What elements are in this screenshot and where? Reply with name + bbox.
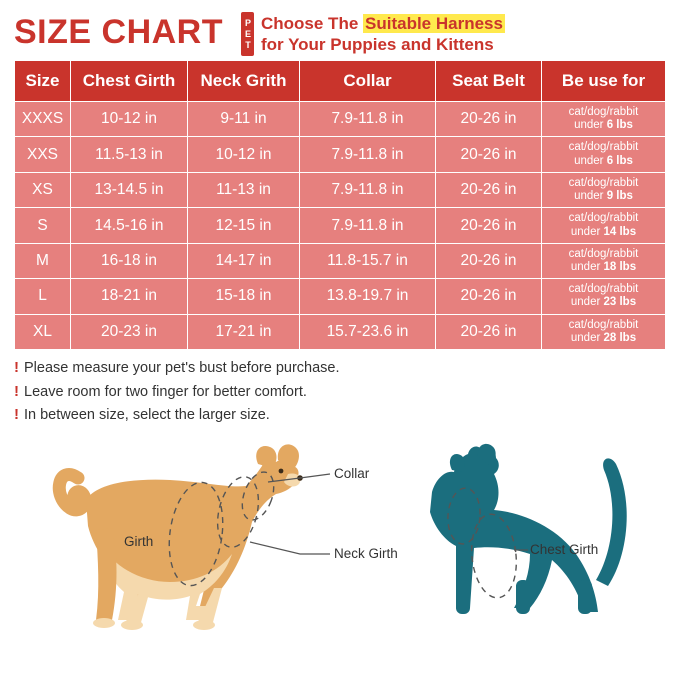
cell-size: XL — [15, 314, 71, 349]
tagline-line-1 — [261, 13, 505, 34]
cell-collar: 15.7-23.6 in — [300, 314, 436, 349]
label-collar: Collar — [334, 466, 370, 482]
use-for-prefix: under — [574, 119, 607, 132]
table-row — [15, 172, 666, 207]
cell-seat-belt: 20-26 in — [436, 279, 542, 314]
cell-seat-belt: 20-26 in — [436, 137, 542, 172]
use-for-line-1: cat/dog/rabbit — [568, 141, 639, 154]
column-header-neck-girth: Neck Grith — [188, 61, 300, 102]
note-item — [14, 380, 665, 403]
column-header-be-use-for: Be use for — [542, 61, 666, 102]
pet-badge: PET — [241, 12, 254, 56]
table-row — [15, 279, 666, 314]
note-text: Leave room for two finger for better comfort. — [24, 383, 307, 400]
use-for-prefix: under — [570, 260, 604, 273]
cell-size: S — [15, 208, 71, 243]
use-for-prefix: under — [574, 154, 607, 167]
header-tagline — [241, 10, 505, 56]
cell-size: XXXS — [15, 102, 71, 137]
cell-chest: 20-23 in — [71, 314, 188, 349]
cell-neck: 15-18 in — [188, 279, 300, 314]
cell-size: M — [15, 243, 71, 278]
use-for-line-1: cat/dog/rabbit — [568, 106, 639, 118]
column-header-chest-girth: Chest Girth — [71, 61, 188, 102]
cell-be-use-for — [542, 279, 666, 314]
cell-chest: 16-18 in — [71, 243, 188, 278]
tagline-highlight: Suitable Harness — [365, 13, 503, 33]
label-cat-chest-girth: Chest Girth — [530, 542, 599, 558]
column-header-size: Size — [15, 61, 71, 102]
cell-seat-belt: 20-26 in — [436, 243, 542, 278]
exclamation-icon: ! — [14, 382, 19, 400]
use-for-line-1: cat/dog/rabbit — [568, 176, 639, 189]
use-for-weight: 18 lbs — [603, 260, 637, 273]
use-for-prefix: under — [570, 296, 604, 309]
use-for-line-1: cat/dog/rabbit — [568, 247, 639, 260]
table-row — [15, 243, 666, 278]
label-neck-girth: Neck Girth — [334, 546, 398, 562]
use-for-prefix: under — [574, 190, 607, 203]
cell-be-use-for — [542, 208, 666, 243]
tagline-line-2: for Your Puppies and Kittens — [261, 35, 494, 54]
cell-collar: 11.8-15.7 in — [300, 243, 436, 278]
label-dog-chest-girth: Girth — [124, 534, 154, 550]
cell-seat-belt: 20-26 in — [436, 172, 542, 207]
cell-be-use-for — [542, 243, 666, 278]
exclamation-icon: ! — [14, 359, 19, 377]
measurement-illustration — [0, 430, 679, 680]
header — [0, 0, 679, 60]
cell-seat-belt: 20-26 in — [436, 102, 542, 137]
cell-neck: 10-12 in — [188, 137, 300, 172]
size-chart-table-container — [0, 60, 679, 350]
use-for-weight: 28 lbs — [603, 331, 637, 344]
use-for-line-1: cat/dog/rabbit — [568, 283, 639, 296]
cell-collar: 13.8-19.7 in — [300, 279, 436, 314]
cell-chest: 18-21 in — [71, 279, 188, 314]
table-header-row — [15, 61, 666, 102]
page-title: SIZE CHART — [14, 13, 223, 51]
cell-be-use-for — [542, 172, 666, 207]
cell-collar: 7.9-11.8 in — [300, 208, 436, 243]
note-text: Please measure your pet's bust before purchase. — [24, 360, 340, 377]
cell-chest: 10-12 in — [71, 102, 188, 137]
cell-size: XS — [15, 172, 71, 207]
size-chart-table — [14, 60, 666, 350]
cell-chest: 11.5-13 in — [71, 137, 188, 172]
note-item — [14, 403, 665, 426]
tagline-prefix: Choose The — [261, 13, 364, 33]
cell-neck: 12-15 in — [188, 208, 300, 243]
cell-neck: 17-21 in — [188, 314, 300, 349]
table-body — [15, 102, 666, 350]
use-for-weight: 14 lbs — [603, 225, 637, 238]
column-header-collar: Collar — [300, 61, 436, 102]
cell-chest: 13-14.5 in — [71, 172, 188, 207]
neck-girth-leader-line — [250, 542, 330, 554]
use-for-prefix: under — [570, 225, 604, 238]
dog-illustration — [59, 445, 397, 631]
cell-size: L — [15, 279, 71, 314]
exclamation-icon: ! — [14, 406, 19, 423]
notes-list — [0, 350, 679, 426]
use-for-prefix: under — [570, 331, 604, 344]
cat-illustration — [430, 444, 627, 614]
table-row — [15, 314, 666, 349]
note-text: In between size, select the larger size. — [24, 407, 270, 423]
cell-neck: 11-13 in — [188, 172, 300, 207]
use-for-weight: 23 lbs — [603, 296, 637, 309]
use-for-weight: 9 lbs — [606, 190, 633, 203]
cell-be-use-for — [542, 102, 666, 137]
cell-collar: 7.9-11.8 in — [300, 102, 436, 137]
note-item — [14, 356, 665, 379]
column-header-seat-belt: Seat Belt — [436, 61, 542, 102]
use-for-weight: 6 lbs — [606, 119, 633, 132]
cell-collar: 7.9-11.8 in — [300, 172, 436, 207]
use-for-line-1: cat/dog/rabbit — [568, 212, 639, 225]
cell-collar: 7.9-11.8 in — [300, 137, 436, 172]
cell-be-use-for — [542, 137, 666, 172]
cell-seat-belt: 20-26 in — [436, 314, 542, 349]
cell-neck: 9-11 in — [188, 102, 300, 137]
cell-be-use-for — [542, 314, 666, 349]
cell-seat-belt: 20-26 in — [436, 208, 542, 243]
table-row — [15, 102, 666, 137]
use-for-weight: 6 lbs — [606, 154, 633, 167]
use-for-line-1: cat/dog/rabbit — [568, 318, 639, 331]
table-row — [15, 208, 666, 243]
cell-chest: 14.5-16 in — [71, 208, 188, 243]
table-row — [15, 137, 666, 172]
cell-size: XXS — [15, 137, 71, 172]
cell-neck: 14-17 in — [188, 243, 300, 278]
